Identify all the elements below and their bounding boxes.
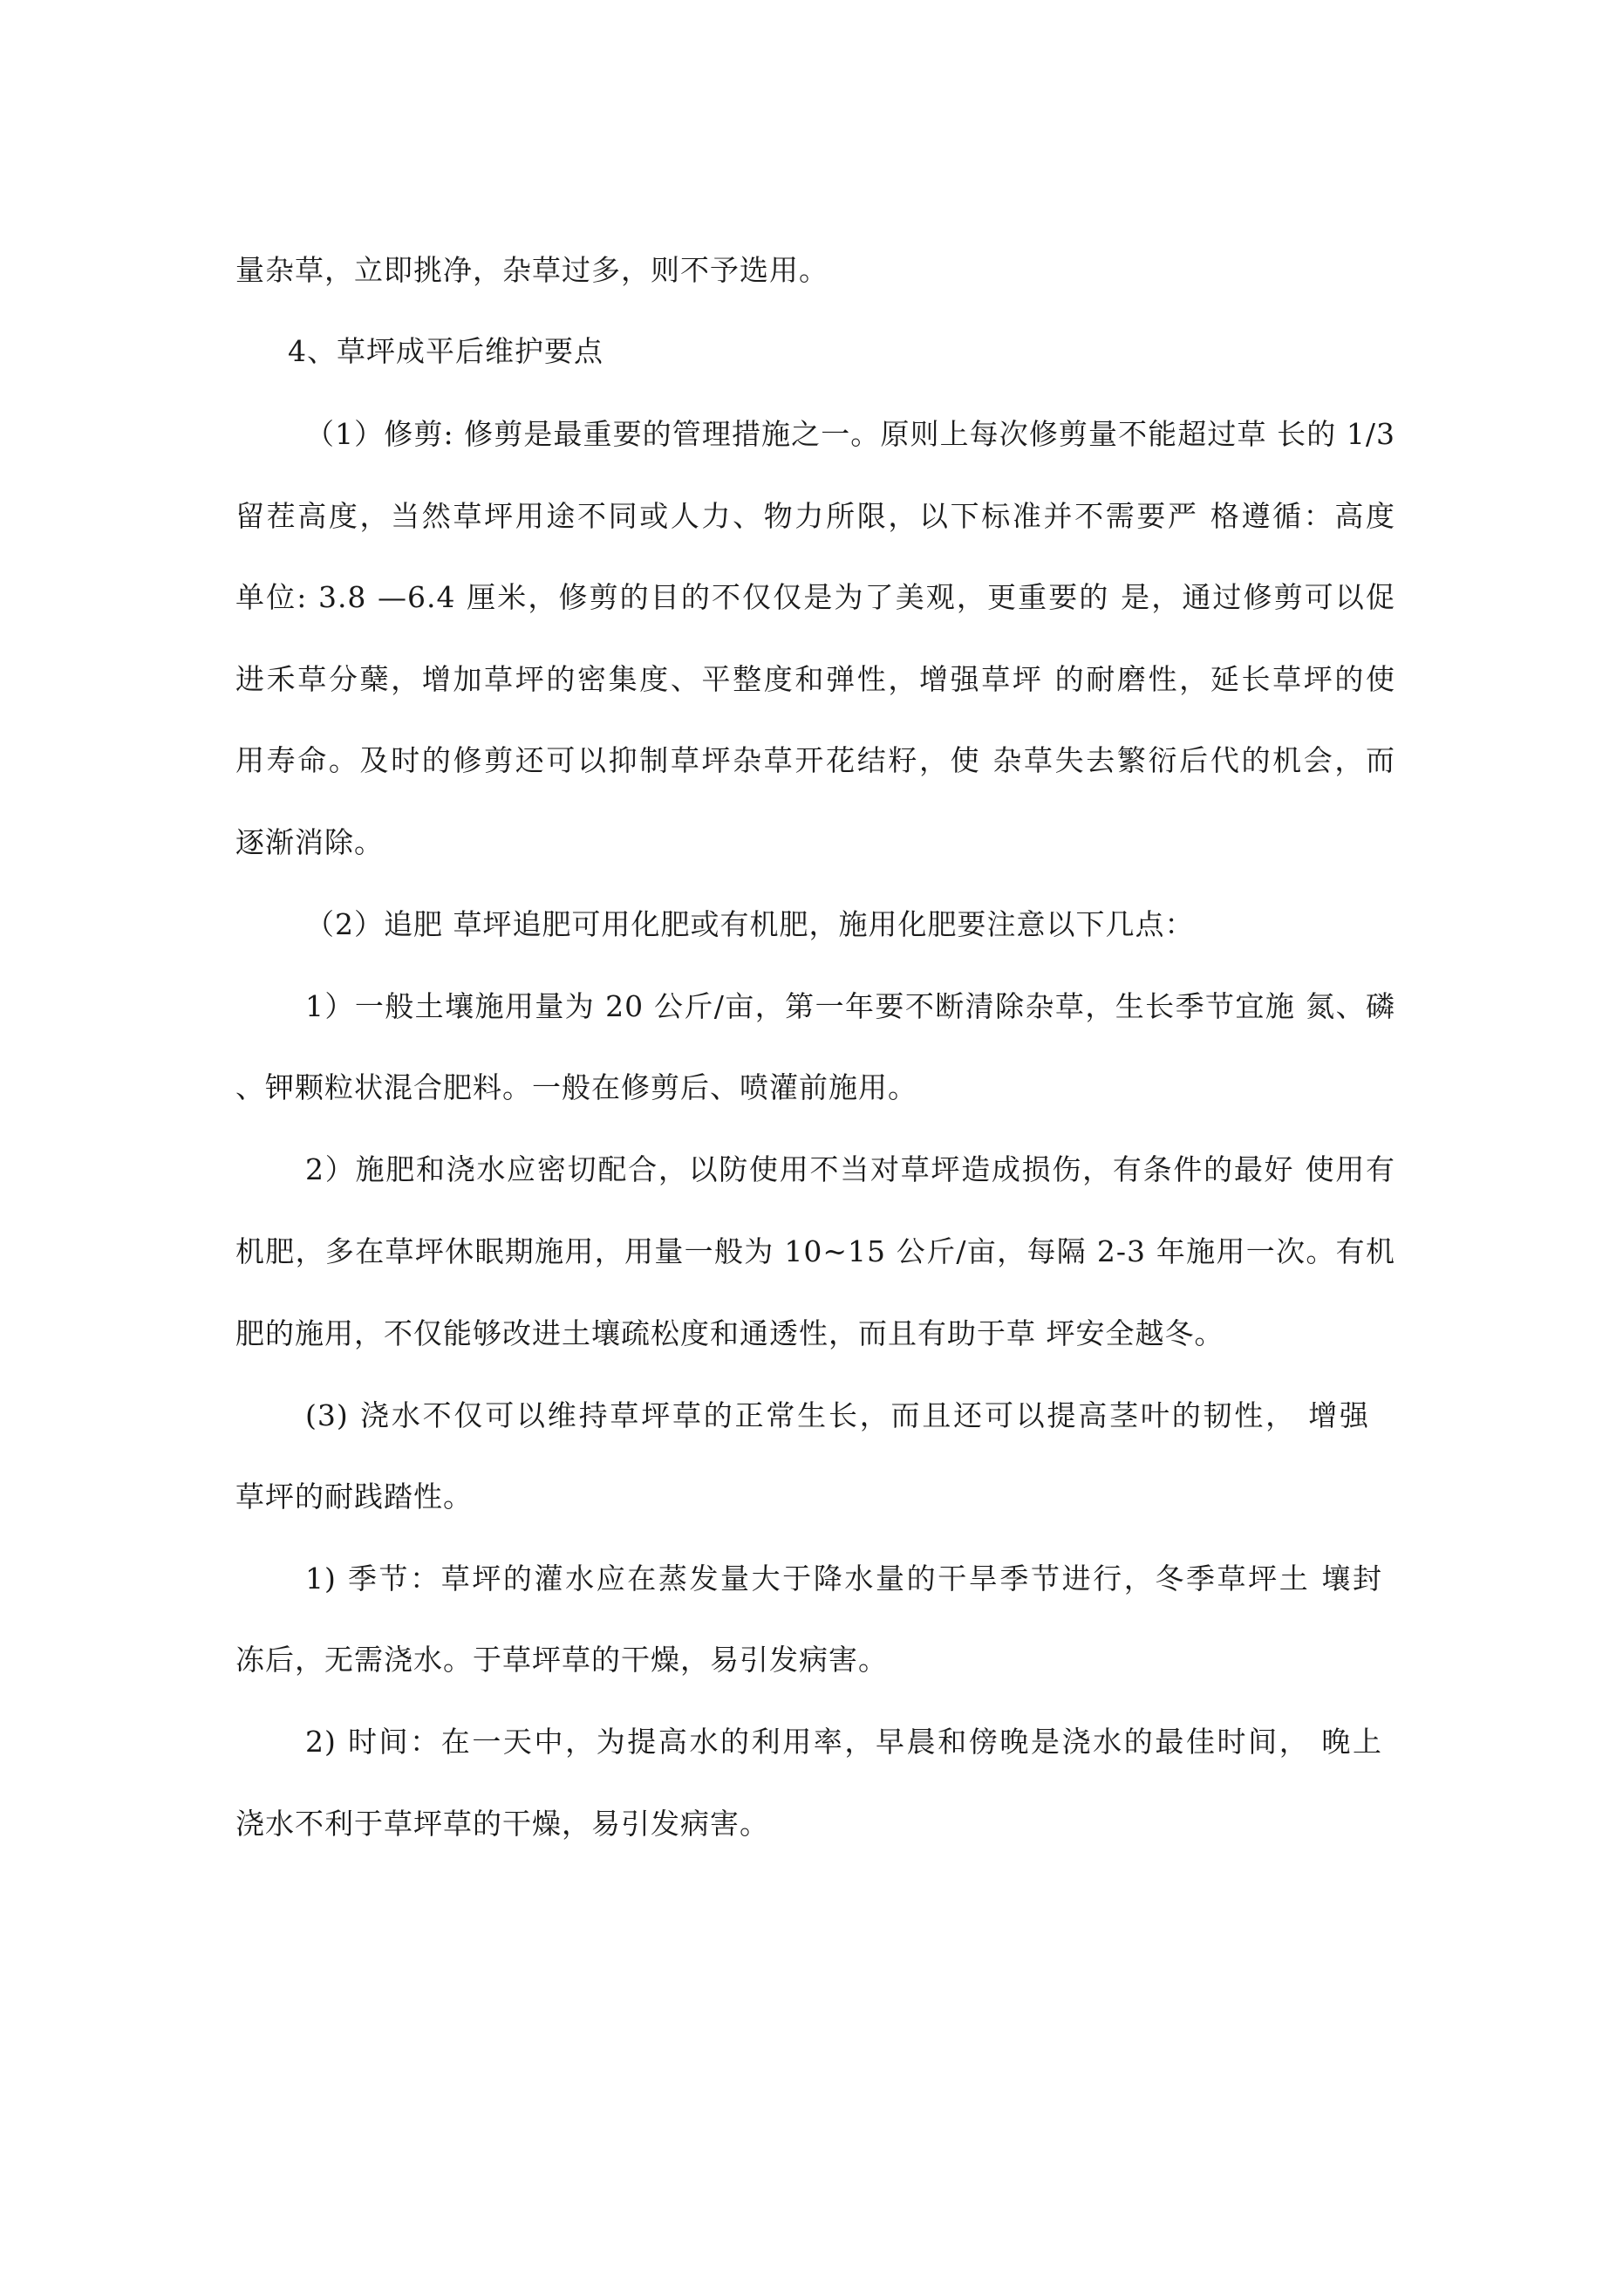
text-line: 2) 时间：在一天中，为提高水的利用率，早晨和傍晚是浇水的最佳时间， 晚上	[305, 1725, 1382, 1759]
text-line: 机肥，多在草坪休眠期施用，用量一般为 10~15 公斤/亩，每隔 2-3 年施用一次。有机	[235, 1234, 1395, 1268]
text-line: 2）施肥和浇水应密切配合，以防使用不当对草坪造成损伤，有条件的最好 使用有	[305, 1152, 1395, 1186]
text-line: 、钾颗粒状混合肥料。一般在修剪后、喷灌前施用。	[235, 1070, 917, 1104]
text-line: （1）修剪: 修剪是最重要的管理措施之一。原则上每次修剪量不能超过草 长的 1/3	[305, 417, 1395, 451]
text-line: 草坪的耐践踏性。	[235, 1479, 473, 1514]
text-line: 量杂草，立即挑净，杂草过多，则不予选用。	[235, 253, 829, 287]
text-line: (3) 浇水不仅可以维持草坪草的正常生长，而且还可以提高茎叶的韧性， 增强	[305, 1398, 1369, 1432]
text-line: 逐渐消除。	[235, 825, 384, 859]
text-line: 肥的施用，不仅能够改进土壤疏松度和通透性，而且有助于草 坪安全越冬。	[235, 1316, 1224, 1350]
text-line: 留茬高度，当然草坪用途不同或人力、物力所限，以下标准并不需要严 格遵循：高度	[235, 499, 1395, 533]
text-line: （2）追肥 草坪追肥可用化肥或有机肥，施用化肥要注意以下几点：	[305, 907, 1195, 941]
text-line: 1）一般土壤施用量为 20 公斤/亩，第一年要不断清除杂草，生长季节宜施 氮、磷	[305, 989, 1395, 1023]
section-heading: 4、草坪成平后维护要点	[288, 334, 604, 368]
text-line: 用寿命。及时的修剪还可以抑制草坪杂草开花结籽，使 杂草失去繁衍后代的机会，而	[235, 743, 1395, 777]
text-line: 进禾草分蘖，增加草坪的密集度、平整度和弹性，增强草坪 的耐磨性，延长草坪的使	[235, 662, 1395, 696]
text-line: 浇水不利于草坪草的干燥，易引发病害。	[235, 1807, 769, 1841]
text-line: 单位: 3.8 —6.4 厘米，修剪的目的不仅仅是为了美观，更重要的 是，通过修剪可以促	[235, 580, 1395, 614]
text-line: 冻后，无需浇水。于草坪草的干燥，易引发病害。	[235, 1643, 888, 1677]
text-line: 1) 季节：草坪的灌水应在蒸发量大于降水量的干旱季节进行，冬季草坪土 壤封	[305, 1561, 1382, 1596]
